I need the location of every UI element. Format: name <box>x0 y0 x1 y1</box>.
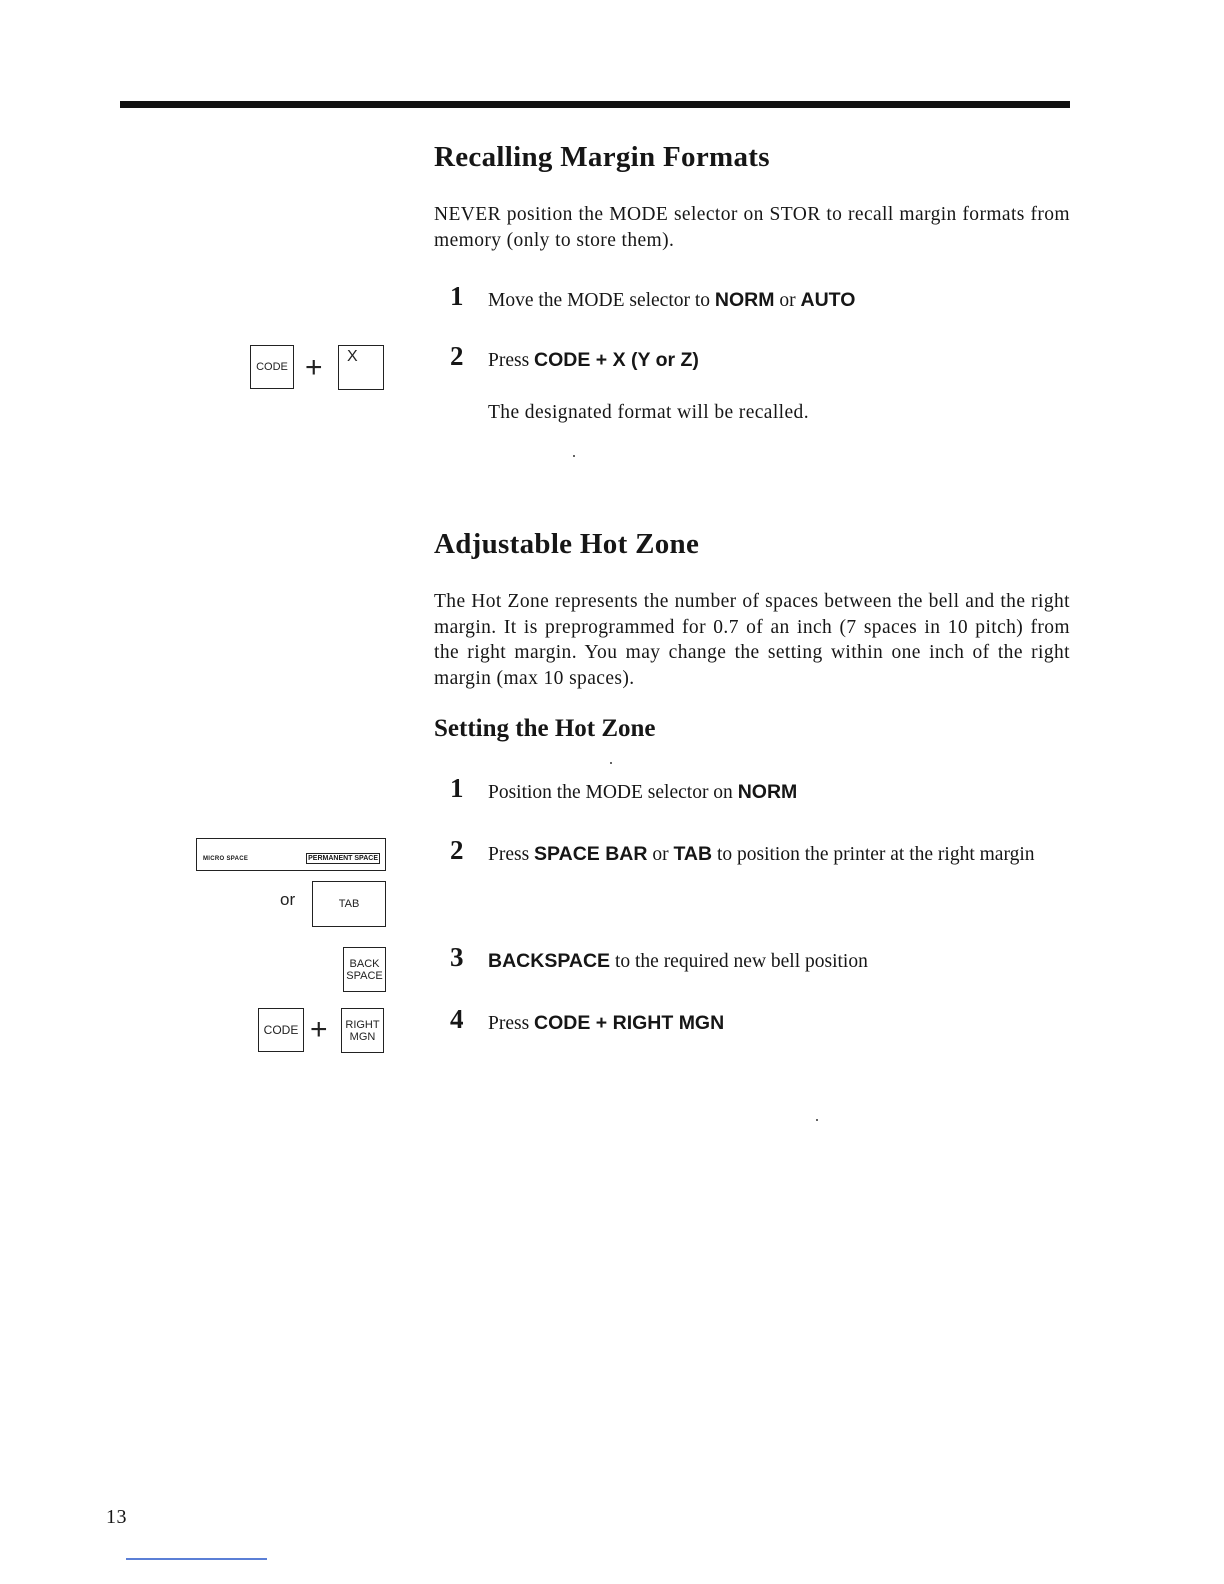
tab-key-icon: TAB <box>312 881 386 927</box>
step-text: Press CODE + RIGHT MGN <box>488 1012 725 1034</box>
recall-note: The designated format will be recalled. <box>488 402 809 423</box>
step-number: 2 <box>450 835 464 865</box>
stray-mark <box>816 1119 818 1121</box>
permanent-space-label: PERMANENT SPACE <box>308 855 378 862</box>
heading-recalling-margin-formats: Recalling Margin Formats <box>434 141 770 173</box>
code-key-icon: CODE <box>250 345 294 389</box>
step-text: Press CODE + X (Y or Z) <box>488 349 699 371</box>
step-text: Press SPACE BAR or TAB to position the printer at the right margin <box>488 843 1035 865</box>
page-number: 13 <box>106 1506 127 1528</box>
right-mgn-key-icon: RIGHT MGN <box>341 1008 384 1053</box>
subheading-setting-hot-zone: Setting the Hot Zone <box>434 715 656 742</box>
or-label: or <box>280 890 296 909</box>
step-text: Move the MODE selector to NORM or AUTO <box>488 289 856 311</box>
recall-intro-paragraph: NEVER position the MODE selector on STOR to recall margin formats from memory (only to store them). <box>434 204 1070 251</box>
stray-mark <box>573 455 575 457</box>
step-number: 4 <box>450 1004 464 1034</box>
x-key-icon: X <box>338 345 384 390</box>
plus-icon: + <box>305 351 323 384</box>
stray-mark <box>610 762 612 764</box>
heading-adjustable-hot-zone: Adjustable Hot Zone <box>434 528 700 560</box>
plus-icon: + <box>310 1013 328 1046</box>
footer-line <box>126 1558 267 1560</box>
step-number: 2 <box>450 341 464 371</box>
step-text: BACKSPACE to the required new bell position <box>488 950 868 972</box>
backspace-key-icon: BACK SPACE <box>343 947 386 992</box>
step-number: 1 <box>450 281 464 311</box>
code-key-icon: CODE <box>258 1008 304 1052</box>
top-rule <box>120 101 1070 108</box>
step-text: Position the MODE selector on NORM <box>488 781 798 803</box>
hot-zone-intro-paragraph: The Hot Zone represents the number of spaces between the bell and the right margin. It is preprogrammed for 0.7 of an inch (7 spaces in 10 pitch) from the right margin. You may change the setting within one inch of the right margin (max 10 spaces). <box>434 591 1070 689</box>
step-number: 1 <box>450 773 464 803</box>
step-number: 3 <box>450 942 464 972</box>
micro-space-label: MICRO SPACE <box>203 856 249 862</box>
space-bar-key-icon <box>196 838 386 871</box>
